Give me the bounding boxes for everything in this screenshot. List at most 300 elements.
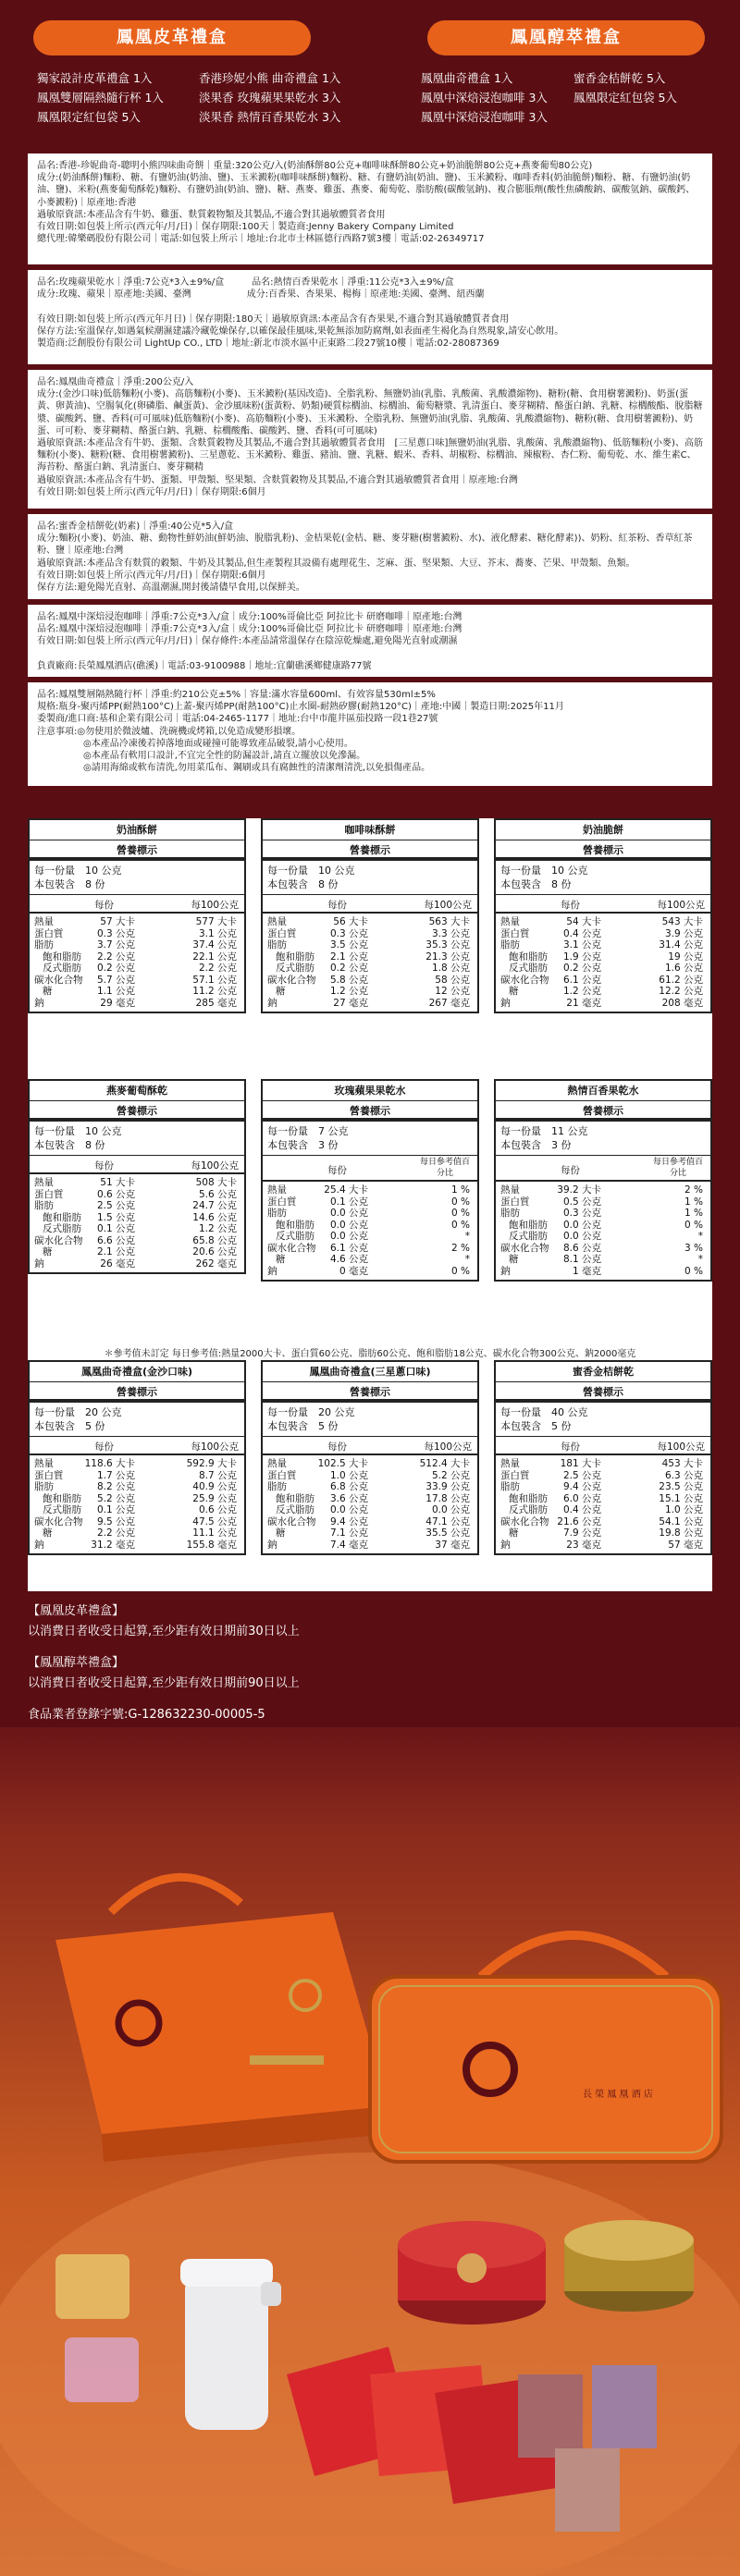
nutrient-value-100: 3.9 公克 (664, 927, 703, 939)
nutrient-label: 糖 (509, 1254, 519, 1265)
nutrient-label: 蛋白質 (34, 1188, 64, 1200)
nutrient-label: 蛋白質 (267, 1196, 297, 1208)
nutrient-label: 脂肪 (500, 1208, 520, 1219)
nutrient-label: 蛋白質 (267, 1469, 297, 1481)
nutrient-value-serving: 6.1 公克 (329, 1242, 368, 1254)
nutrient-row (263, 1208, 477, 1220)
nutrient-row (263, 1493, 477, 1505)
nutrient-value-serving: 7.1 公克 (329, 1527, 368, 1539)
nutrition-table (494, 1079, 712, 1282)
info-block-fruit-water: 品名:玫瑰蘋果乾水｜淨重:7公克*3入±9%/盒 品名:熱情百香果乾水｜淨重:11公克*3入±9%/盒 成分:玫瑰、蘋果｜原產地:美國、臺灣 成分:百香果、杏果果、楊梅｜原產地:美國、臺灣、紐西蘭 有效日期:如包裝上所示(西元年月日)｜保存期限:180天｜過敏原資訊:本產品含有杏果果,不適合對其過敏體質者食用 保存方法:室溫保存,如遇氣候潮濕建議冷藏乾燥保存,以確保最佳風味,果乾無添加防腐劑,如表面產生褐化為自然現象,請安心飲用。 製造商:泛創股份有限公司 LightUp CO., LTD｜地址:新北市淡水區中正東路二段27號10樓｜電話:02-28087369 (28, 270, 712, 364)
nutrient-value-100: * (464, 1231, 470, 1242)
nutrient-value-serving: 2.2 公克 (96, 951, 135, 963)
gift-item: 淡果香 玫瑰蘋果果乾水 3入 (199, 91, 341, 104)
nutrient-value-100: 12 公克 (435, 986, 470, 997)
nutrition-col-header (263, 895, 477, 914)
gift-item: 鳳凰雙層隔熱隨行杯 1入 (37, 91, 164, 104)
nutrient-label: 熱量 (34, 1458, 54, 1469)
nutrition-product-name: 鳳凰曲奇禮盒(金沙口味) (30, 1362, 244, 1382)
nutrient-label: 反式脂肪 (43, 1223, 81, 1234)
nutrient-value-serving: 9.5 公克 (96, 1515, 135, 1527)
nutrition-body (263, 914, 477, 1012)
nutrient-value-100: 35.5 公克 (426, 1527, 470, 1539)
nutrient-value-serving: 1.7 公克 (96, 1469, 135, 1481)
product-info-section (0, 0, 740, 897)
serving-info (30, 1403, 244, 1437)
gift-item: 鳳凰曲奇禮盒 1入 (421, 71, 513, 85)
nutrient-value-serving: 2.2 公克 (96, 1527, 135, 1539)
nutrient-value-100: 40.9 公克 (192, 1481, 237, 1492)
nutrient-value-serving: 0.0 公克 (329, 1208, 368, 1219)
servings-count: 本包裝含 5 份 (500, 1420, 572, 1432)
nutrient-row (263, 1243, 477, 1255)
nutrient-value-100: 54.1 公克 (659, 1515, 703, 1527)
nutrient-row (263, 928, 477, 940)
nutrient-row (263, 939, 477, 951)
nutrient-value-serving: 0.0 公克 (562, 1219, 601, 1231)
nutrition-col-header (496, 1437, 710, 1455)
servings-count: 本包裝含 8 份 (500, 878, 572, 890)
nutrition-table (261, 1360, 479, 1555)
serving-size: 每一份量 10 公克 (34, 865, 122, 877)
nutrition-col-header (263, 1156, 477, 1182)
serving-info (496, 861, 710, 895)
serving-info (263, 1403, 477, 1437)
nutrient-value-serving: 4.6 公克 (329, 1254, 368, 1265)
col-per-100: 每100公克 (191, 1441, 239, 1453)
nutrient-value-100: 2.2 公克 (198, 963, 237, 974)
nutrient-row (263, 1266, 477, 1278)
nutrient-label: 反式脂肪 (509, 963, 548, 974)
serving-size: 每一份量 7 公克 (267, 1125, 349, 1137)
nutrient-label: 熱量 (267, 1458, 287, 1469)
nutrient-value-serving: 1.2 公克 (329, 986, 368, 997)
nutrition-table (261, 818, 479, 1013)
nutrition-col-header (30, 1437, 244, 1455)
nutrient-value-serving: 2.5 公克 (562, 1469, 601, 1481)
nutrient-row (496, 1231, 710, 1243)
nutrient-value-serving: 25.4 大卡 (324, 1184, 368, 1196)
nutrition-product-name: 奶油酥餅 (30, 820, 244, 840)
nutrient-label: 飽和脂肪 (43, 1211, 81, 1223)
nutrition-product-name: 奶油脆餅 (496, 820, 710, 840)
nutrient-value-100: 3.1 公克 (198, 927, 237, 939)
nutrition-title: 營養標示 (30, 1382, 244, 1403)
servings-count: 本包裝含 3 份 (267, 1139, 339, 1151)
nutrient-value-serving: 9.4 公克 (562, 1481, 601, 1492)
nutrient-value-serving: 0.1 公克 (96, 1504, 135, 1515)
nutrient-label: 糖 (43, 1527, 53, 1539)
nutrient-row (30, 1481, 244, 1493)
nutrient-value-serving: 8.1 公克 (562, 1254, 601, 1265)
nutrition-table (261, 1079, 479, 1282)
col-per-serving: 每份 (94, 900, 114, 911)
gift-item: 淡果香 熱情百香果乾水 3入 (199, 110, 341, 124)
nutrient-label: 蛋白質 (34, 1469, 64, 1481)
nutrient-label: 熱量 (34, 916, 54, 927)
nutrient-label: 反式脂肪 (276, 963, 314, 974)
gift-item: 蜜香金桔餅乾 5入 (574, 71, 666, 85)
nutrient-value-100: 3.3 公克 (431, 927, 470, 939)
nutrient-row (496, 998, 710, 1010)
nutrient-value-serving: 0.0 公克 (562, 1231, 601, 1242)
nutrient-value-100: 508 大卡 (195, 1177, 237, 1188)
nutrient-row (496, 1481, 710, 1493)
nutrition-row-3 (28, 1360, 712, 1591)
nutrient-row (263, 1470, 477, 1482)
nutrient-row (496, 963, 710, 975)
servings-count: 本包裝含 5 份 (267, 1420, 339, 1432)
nutrient-label: 熱量 (500, 1184, 520, 1196)
info-block-cookie: 品名:香港-珍妮曲奇-聰明小熊四味曲奇餅｜重量:320公克/入(奶油酥餅80公克+咖啡味酥餅80公克+奶油脆餅80公克+燕麥葡萄80公克) 成分:(奶油酥餅)麵粉、糖、有鹽奶油(奶油、鹽)、玉米澱粉(咖啡味酥餅)麵粉、糖、有鹽奶油(奶油、鹽)、玉米澱粉、咖啡香料(奶油脆餅)麵粉、糖、有鹽奶油(奶油、鹽)、米粉(燕麥葡萄酥乾)麵粉、有鹽奶油(奶油、鹽)、糖、燕麥、雞蛋、燕麥、葡萄乾、脂肪酸(碳酸氫鈉)、複合膨脹劑(酸性焦磷酸鈉、碳酸氫鈉、碳酸鈣、小麥澱粉)｜原產地:香港 過敏原資訊:本產品含有牛奶、雞蛋、麩質穀物類及其製品,不適合對其過敏體質者食用 有效日期:如包裝上所示(西元年/月/日)｜保存期限:100天｜製造商:Jenny Bakery Company Limited 總代理:韓樂碼股份有限公司｜電話:如包裝上所示｜地址:台北市士林區德行西路7號3樓｜電話:02-26349717 (28, 153, 712, 264)
serving-info (496, 1122, 710, 1156)
nutrient-value-100: 35.3 公克 (426, 939, 470, 951)
nutrient-row (263, 1504, 477, 1516)
nutrition-table (28, 818, 246, 1013)
nutrient-value-100: 2 % (451, 1242, 470, 1254)
nutrient-row (263, 986, 477, 998)
nutrient-value-serving: 2.1 公克 (329, 951, 368, 963)
serving-info (496, 1403, 710, 1437)
serving-size: 每一份量 10 公克 (34, 1125, 122, 1137)
nutrient-value-100: 47.1 公克 (426, 1515, 470, 1527)
nutrition-product-name: 鳳凰曲奇禮盒(三星蔥口味) (263, 1362, 477, 1382)
nutrient-value-serving: 0.4 公克 (562, 1504, 601, 1515)
nutrient-row (263, 1539, 477, 1552)
nutrient-value-100: 0 % (451, 1265, 470, 1277)
nutrient-label: 鈉 (267, 1539, 278, 1551)
info-block-cup: 品名:鳳凰雙層隔熱隨行杯｜淨重:約210公克±5%｜容量:滿水容量600ml、有效容量530ml±5% 規格:瓶身-聚丙烯PP(耐熱100°C)上蓋-聚丙烯PP(耐熱100°C)止水圈-耐熱矽膠(耐熱120°C)｜產地:中國｜製造日期:2025年11月 委製商/進口商:基和企業有限公司｜電話:04-2465-1177｜地址:台中市龍井區茄投路一段1巷27號 注意事項:◎勿使用於微波爐、洗碗機或烤箱,以免造成變形損壞。 ◎本產品冷凍後若掉落地面或碰撞可能導致產品破裂,請小心使用。 ◎本產品有軟用口設計,不宜完全性的防漏設計,請直立擺放以免滲漏。 ◎請用海綿或軟布清洗,勿用菜瓜布、鋼刷或具有腐蝕性的清潔劑清洗,以免損傷產品。 (28, 682, 712, 786)
nutrient-value-100: 1.0 公克 (664, 1504, 703, 1515)
nutrient-value-serving: 5.8 公克 (329, 974, 368, 986)
nutrient-row (496, 916, 710, 928)
col-per-100: 每100公克 (657, 1441, 705, 1453)
serving-size: 每一份量 10 公克 (267, 865, 355, 877)
nutrient-label: 反式脂肪 (43, 1504, 81, 1515)
nutrient-label: 蛋白質 (500, 1469, 530, 1481)
leather-bag-image (370, 1935, 722, 2162)
nutrient-value-100: 5.6 公克 (198, 1188, 237, 1200)
nutrient-row (30, 1258, 244, 1270)
nutrient-label: 糖 (43, 986, 53, 997)
serving-info (263, 1122, 477, 1156)
nutrient-value-serving: 0.0 公克 (329, 1219, 368, 1231)
nutrient-value-serving: 0.1 公克 (96, 1223, 135, 1234)
nutrient-label: 蛋白質 (34, 927, 64, 939)
nutrition-title: 營養標示 (496, 840, 710, 861)
nutrient-row (263, 951, 477, 963)
gift-item: 香港珍妮小熊 曲奇禮盒 1入 (199, 71, 341, 85)
nutrient-value-100: 21.3 公克 (426, 951, 470, 963)
col-per-100: 每100公克 (191, 900, 239, 911)
nutrient-label: 碳水化合物 (500, 1242, 549, 1254)
note-text: 以消費日者收受日起算,至少距有效日期前90日以上 (28, 1676, 300, 1690)
nutrient-value-serving: 1.0 公克 (329, 1469, 368, 1481)
nutrient-label: 糖 (276, 1527, 286, 1539)
nutrient-row (263, 1458, 477, 1470)
nutrient-value-100: 0.0 公克 (431, 1504, 470, 1515)
nutrition-body (496, 914, 710, 1012)
nutrient-value-serving: 181 大卡 (560, 1458, 601, 1469)
nutrient-value-100: 31.4 公克 (659, 939, 703, 951)
nutrition-title: 營養標示 (263, 1101, 477, 1122)
nutrient-value-serving: 7.9 公克 (562, 1527, 601, 1539)
nutrient-label: 反式脂肪 (276, 1504, 314, 1515)
nutrient-value-100: 0 % (684, 1219, 703, 1231)
nutrient-value-serving: 0.5 公克 (562, 1196, 601, 1208)
nutrient-value-100: 1 % (451, 1184, 470, 1196)
note-title: 【鳳凰皮革禮盒】 (28, 1604, 125, 1618)
nutrient-label: 飽和脂肪 (276, 1492, 314, 1504)
nutrition-row-2 (28, 1079, 712, 1360)
nutrient-value-serving: 3.7 公克 (96, 939, 135, 951)
nutrient-value-100: 0 % (451, 1208, 470, 1219)
nutrient-value-100: 20.6 公克 (192, 1246, 237, 1257)
nutrient-value-100: 11.1 公克 (192, 1527, 237, 1539)
nutrient-label: 鈉 (500, 1265, 511, 1277)
nutrient-value-100: * (697, 1231, 703, 1242)
gift-item: 鳳凰限定紅包袋 5入 (37, 110, 141, 124)
gift-item: 鳳凰中深焙浸泡咖啡 3入 (421, 110, 548, 124)
nutrient-row (496, 1196, 710, 1208)
nutrient-label: 碳水化合物 (267, 1242, 316, 1254)
nutrient-value-100: 0 % (451, 1196, 470, 1208)
nutrient-label: 脂肪 (267, 1208, 287, 1219)
nutrition-table (494, 818, 712, 1013)
nutrition-title: 營養標示 (263, 840, 477, 861)
nutrient-value-100: 0 % (684, 1265, 703, 1277)
gift-box-brew-title: 鳳凰醇萃禮盒 (427, 20, 705, 55)
gift-item: 鳳凰限定紅包袋 5入 (574, 91, 677, 104)
nutrient-row (30, 1189, 244, 1201)
nutrient-label: 反式脂肪 (509, 1231, 548, 1242)
note-title: 【鳳凰醇萃禮盒】 (28, 1656, 125, 1670)
nutrient-row (496, 975, 710, 987)
nutrient-label: 飽和脂肪 (509, 1219, 548, 1231)
nutrient-row (263, 975, 477, 987)
nutrient-value-100: 37 毫克 (435, 1539, 470, 1551)
serving-size: 每一份量 20 公克 (34, 1406, 122, 1418)
servings-count: 本包裝含 8 份 (267, 878, 339, 890)
nutrient-row (30, 1516, 244, 1528)
nutrition-title: 營養標示 (263, 1382, 477, 1403)
nutrient-label: 脂肪 (34, 1481, 54, 1492)
col-per-serving: 每份 (327, 900, 347, 911)
nutrient-value-100: 25.9 公克 (192, 1492, 237, 1504)
nutrition-col-header (263, 1437, 477, 1455)
nutrient-row (496, 1208, 710, 1220)
gift-item: 鳳凰中深焙浸泡咖啡 3入 (421, 91, 548, 104)
nutrient-value-100: 15.1 公克 (659, 1492, 703, 1504)
nutrition-product-name: 蜜香金桔餅乾 (496, 1362, 710, 1382)
nutrient-value-serving: 7.4 毫克 (329, 1539, 368, 1551)
nutrient-row (30, 939, 244, 951)
nutrient-value-100: 8.7 公克 (198, 1469, 237, 1481)
nutrition-row-1 (28, 818, 712, 1079)
nutrition-body (30, 914, 244, 1012)
nutrient-row (263, 1254, 477, 1266)
nutrient-value-100: 543 大卡 (661, 916, 703, 927)
nutrient-row (30, 1470, 244, 1482)
nutrition-title: 營養標示 (30, 840, 244, 861)
nutrient-row (496, 1527, 710, 1539)
tumbler-image (180, 2259, 281, 2430)
nutrient-row (30, 1246, 244, 1258)
col-per-100: 每100公克 (424, 1441, 472, 1453)
nutrition-col-header (496, 895, 710, 914)
nutrient-row (496, 986, 710, 998)
nutrient-value-100: 208 毫克 (661, 997, 703, 1009)
reg-line: 食品業者登錄字號:G-128632230-00005-5 (28, 1708, 265, 1722)
nutrient-row (30, 1458, 244, 1470)
nutrient-value-100: 19 公克 (668, 951, 703, 963)
nutrient-row (263, 1220, 477, 1232)
nutrient-value-serving: 0.3 公克 (96, 927, 135, 939)
nutrient-row (496, 1516, 710, 1528)
nutrient-label: 碳水化合物 (267, 1515, 316, 1527)
nutrient-label: 蛋白質 (500, 927, 530, 939)
nutrient-value-100: 0.6 公克 (198, 1504, 237, 1515)
nutrient-value-100: 563 大卡 (428, 916, 470, 927)
nutrient-value-serving: 6.1 公克 (562, 974, 601, 986)
nutrient-value-100: 577 大卡 (195, 916, 237, 927)
nutrient-row (496, 1458, 710, 1470)
nutrient-value-100: 17.8 公克 (426, 1492, 470, 1504)
nutrition-product-name: 玫瑰蘋果果乾水 (263, 1081, 477, 1101)
nutrient-value-serving: 3.5 公克 (329, 939, 368, 951)
nutrient-value-serving: 102.5 大卡 (317, 1458, 368, 1469)
nutrient-value-100: 12.2 公克 (659, 986, 703, 997)
nutrient-row (496, 1504, 710, 1516)
nutrient-row (30, 998, 244, 1010)
nutrient-value-serving: 1.2 公克 (562, 986, 601, 997)
nutrient-value-serving: 118.6 大卡 (84, 1458, 135, 1469)
nutrient-label: 糖 (509, 986, 519, 997)
nutrient-row (30, 963, 244, 975)
nutrient-value-serving: 39.2 大卡 (557, 1184, 601, 1196)
nutrient-value-100: 6.3 公克 (664, 1469, 703, 1481)
nutrient-value-serving: 29 毫克 (100, 997, 135, 1009)
nutrient-value-100: 23.5 公克 (659, 1481, 703, 1492)
nutrient-value-serving: 21.6 公克 (557, 1515, 601, 1527)
gift-item: 獨家設計皮革禮盒 1入 (37, 71, 153, 85)
serving-size: 每一份量 11 公克 (500, 1125, 588, 1137)
serving-info (30, 1122, 244, 1156)
serving-size: 每一份量 20 公克 (267, 1406, 355, 1418)
nutrient-value-serving: 21 毫克 (566, 997, 601, 1009)
nutrient-value-serving: 57 大卡 (100, 916, 135, 927)
nutrient-label: 糖 (509, 1527, 519, 1539)
nutrition-col-header (496, 1156, 710, 1182)
nutrient-row (496, 1254, 710, 1266)
note-text: 以消費日者收受日起算,至少距有效日期前30日以上 (28, 1625, 300, 1638)
col-per-serving: 每份 (94, 1441, 114, 1453)
nutrient-label: 脂肪 (500, 1481, 520, 1492)
nutrient-value-serving: 0.0 公克 (329, 1231, 368, 1242)
serving-info (263, 861, 477, 895)
nutrient-label: 熱量 (500, 1458, 520, 1469)
nutrient-row (30, 916, 244, 928)
col-per-100: 每100公克 (424, 900, 472, 911)
info-block-phoenix-cookie: 品名:鳳凰曲奇禮盒｜淨重:200公克/入 成分:(金沙口味)低筋麵粉(小麥)、高筋麵粉(小麥)、玉米澱粉(基因改造)、全脂乳粉、無鹽奶油(乳脂、乳酸菌、乳酸濃縮物)、糖粉(糖、食用樹薯澱粉)、奶蛋(蛋黃、卵黃油)、空腸氧化(卵磷脂、鹹蛋黃)、金沙風味粉(蛋黃粉、奶類)硬質棕櫚油、棕櫚油、葡萄糖漿、乳清蛋白、麥芽糊精、酪蛋白鈉、乳糖、棕櫚酸酯、脫脂糖漿、碳酸鈣、鹽、香料(可可風味)低筋麵粉(小麥)、高筋麵粉(小麥)、玉米澱粉、全脂乳粉、無鹽奶油(乳脂、乳酸菌、乳酸濃縮物)、糖粉(糖、食用樹薯澱粉)、奶蛋、可可粉、麥芽糊精、酪蛋白鈉、乳糖、棕櫚酸酯、碳酸鈣、鹽、香料(可可風味) 過敏原資訊:本產品含有牛奶、蛋類、含麩質穀物及其製品,不適合對其過敏體質者食用 [三星蔥口味]無鹽奶油(乳脂、乳酸菌、乳酸濃縮物)、低筋麵粉(小麥)、高筋麵粉(小麥)、糖粉(糖、食用樹薯澱粉)、三星蔥乾、玉米澱粉、雞蛋、豬油、鹽、乳糖、蝦米、香料、胡椒粉、棕櫚油、辣椒粉、杏仁粉、葡萄乾、水、維生素C、海苔粉、酪蛋白鈉、乳清蛋白、麥芽糊精 過敏原資訊:本產品含有牛奶、蛋類、甲殼類、堅果類、含麩質穀物及其製品,不適合對其過敏體質者食用｜原產地:台灣 有效日期:如包裝上所示(西元年/月/日)｜保存期限:6個月 (28, 370, 712, 509)
gift-box-image (56, 1877, 388, 2162)
col-per-serving: 每份 (94, 1160, 114, 1171)
nutrient-value-serving: 1.9 公克 (562, 951, 601, 963)
bag-label: 長 榮 鳳 凰 酒 店 (583, 2090, 653, 2100)
nutrient-row (263, 1481, 477, 1493)
nutrient-row (263, 1516, 477, 1528)
nutrient-value-serving: 2.5 公克 (96, 1200, 135, 1211)
col-per-serving: 每份 (561, 1441, 580, 1453)
nutrient-label: 鈉 (267, 1265, 278, 1277)
nutrient-value-100: 33.9 公克 (426, 1481, 470, 1492)
col-daily-pct: 每日參考值百分比 (652, 1158, 703, 1178)
nutrient-value-100: 57 毫克 (668, 1539, 703, 1551)
nutrient-row (263, 1527, 477, 1539)
nutrition-body (30, 1174, 244, 1272)
nutrient-value-serving: 6.0 公克 (562, 1492, 601, 1504)
nutrient-label: 碳水化合物 (500, 974, 549, 986)
nutrient-row (496, 939, 710, 951)
nutrient-row (263, 1184, 477, 1196)
nutrient-value-100: 14.6 公克 (192, 1211, 237, 1223)
serving-info (30, 861, 244, 895)
product-photo-illustration (0, 1727, 740, 2576)
gift-left-col1 (37, 68, 164, 127)
nutrition-title: 營養標示 (30, 1101, 244, 1122)
nutrient-value-serving: 0 毫克 (339, 1265, 368, 1277)
nutrient-value-serving: 1.1 公克 (96, 986, 135, 997)
servings-count: 本包裝含 8 份 (34, 878, 105, 890)
nutrient-value-serving: 5.7 公克 (96, 974, 135, 986)
nutrition-table (28, 1360, 246, 1555)
nutrition-footnote: ＊參考值未訂定 每日參考值:熱量2000大卡、蛋白質60公克、脂肪60公克、飽和脂肪18公克、碳水化合物300公克、鈉2000毫克 (104, 1349, 636, 1359)
nutrient-row (30, 1177, 244, 1189)
nutrient-value-serving: 1 毫克 (572, 1265, 601, 1277)
nutrient-label: 碳水化合物 (34, 1515, 83, 1527)
nutrient-row (30, 1527, 244, 1539)
nutrient-row (496, 1266, 710, 1278)
gift-left-col2 (199, 68, 340, 127)
nutrient-value-serving: 0.3 公克 (329, 927, 368, 939)
nutrition-body (263, 1182, 477, 1280)
nutrient-label: 飽和脂肪 (43, 951, 81, 963)
nutrient-value-100: 285 毫克 (195, 997, 237, 1009)
nutrient-label: 飽和脂肪 (276, 1219, 314, 1231)
nutrient-row (30, 951, 244, 963)
nutrient-label: 鈉 (34, 1539, 44, 1551)
nutrient-label: 糖 (276, 1254, 286, 1265)
nutrient-value-100: 512.4 大卡 (419, 1458, 470, 1469)
nutrient-value-100: 3 % (684, 1242, 703, 1254)
nutrient-value-100: 1.8 公克 (431, 963, 470, 974)
nutrient-value-100: 1.2 公克 (198, 1223, 237, 1234)
serving-size: 每一份量 10 公克 (500, 865, 588, 877)
nutrient-value-100: 1 % (684, 1208, 703, 1219)
nutrient-value-100: 58 公克 (435, 974, 470, 986)
nutrient-value-serving: 0.2 公克 (329, 963, 368, 974)
nutrient-row (30, 928, 244, 940)
info-block-kumquat: 品名:蜜香金桔餅乾(奶素)｜淨重:40公克*5入/盒 成分:麵粉(小麥)、奶油、糖、動物性鮮奶油(鮮奶油、脫脂乳粉)、金桔果乾(金桔、糖、麥芽糖(樹薯澱粉、水)、液化酵素、糖化酵素))、奶粉、紅茶粉、香草紅茶粉、鹽｜原產地:台灣 過敏原資訊:本產品含有麩質的穀類、牛奶及其製品,但生產製程其設備有處理花生、芝麻、蛋、堅果類、大豆、芥末、蕎麥、芒果、甲殼類、魚類。 有效日期:如包裝上所示(西元年/月/日)｜保存期限:6個月 保存方法:避免陽光直射、高溫潮濕,開封後請儘早食用,以保鮮美。 (28, 514, 712, 599)
nutrient-value-100: * (697, 1254, 703, 1265)
col-per-serving: 每份 (327, 1441, 347, 1453)
cookie-tin-image (398, 2221, 546, 2325)
nutrient-row (263, 998, 477, 1010)
nutrient-row (496, 928, 710, 940)
nutrient-row (30, 1493, 244, 1505)
nutrient-value-100: 57.1 公克 (192, 974, 237, 986)
nutrition-col-header (30, 895, 244, 914)
